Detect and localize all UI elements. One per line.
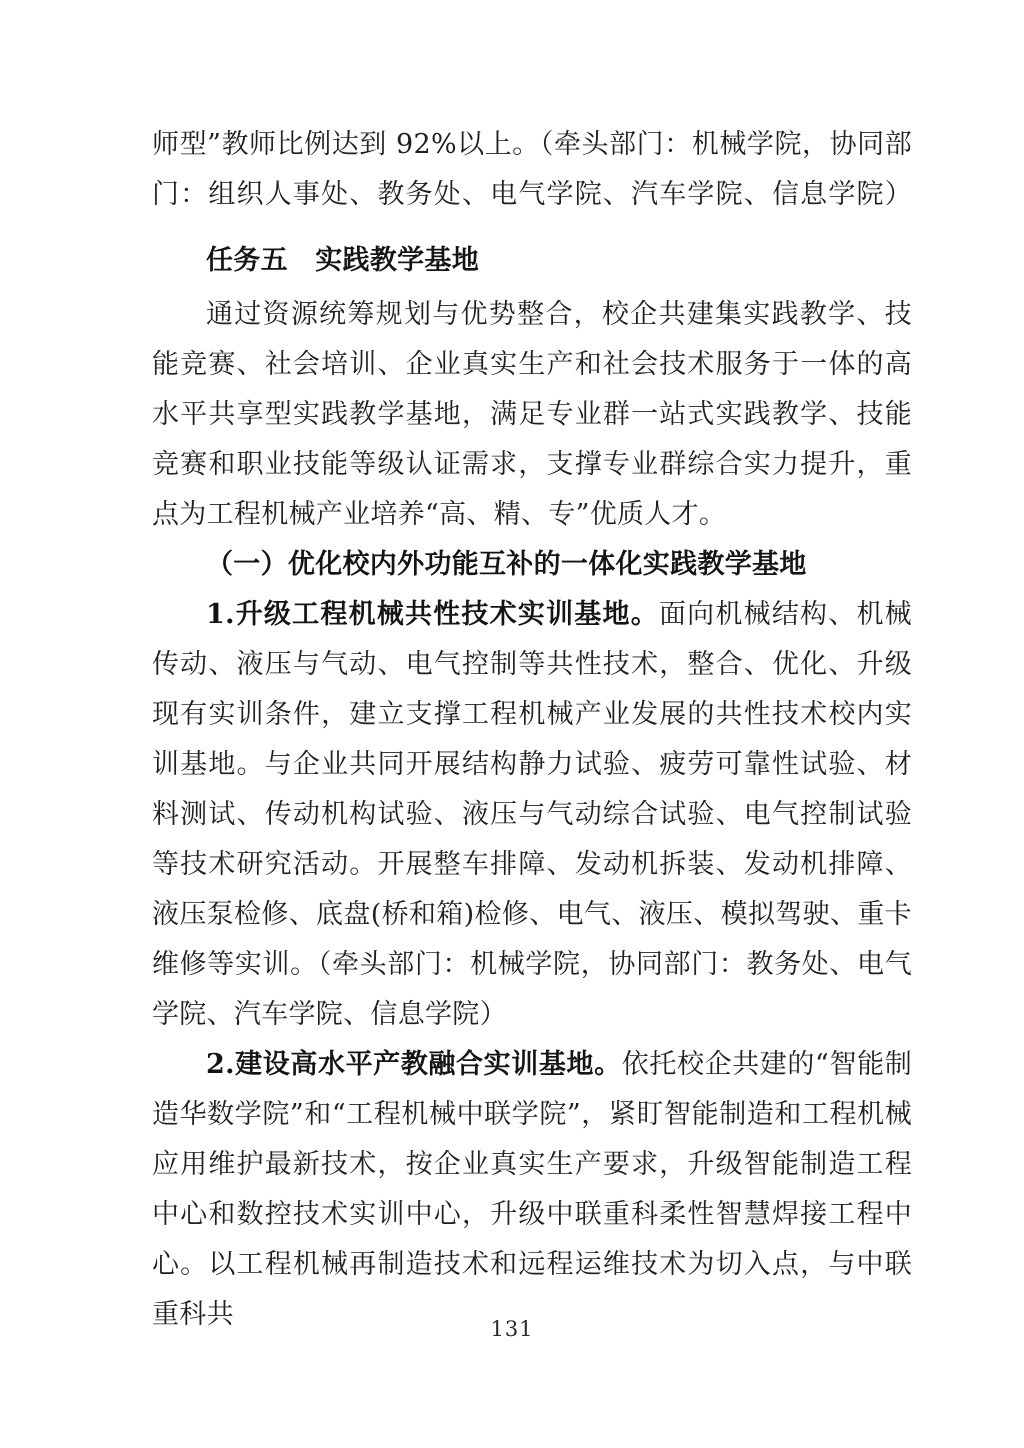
text-run: 通过资源统筹规划与优势整合，校企共建集实践教学、技能竞赛、社会培训、企业真实生产和社会技术服务于一体的高水平共享型实践教学基地，满足专业群一站式实践教学、技能竞赛和职业技能等级认证需求，支撑专业群综合实力提升，重点为工程机械产业培养“高、精、专”优质人才。 (152, 299, 912, 530)
heading-sub1: （一）优化校内外功能互补的一体化实践教学基地 (206, 549, 807, 580)
para-item1 (152, 590, 912, 1040)
para-intro (152, 290, 912, 540)
text-run: 依托校企共建的“智能制造华数学院”和“工程机械中联学院”，紧盯智能制造和工程机械应用维护最新技术，按企业真实生产要求，升级智能制造工程中心和数控技术实训中心，升级中联重科柔性智慧焊接工程中心。以工程机械再制造技术和远程运维技术为切入点，与中联重科共 (152, 1049, 912, 1330)
para-item2 (152, 1040, 912, 1340)
text-run-bold: 1.升级工程机械共性技术实训基地。 (206, 599, 659, 630)
text-run: 面向机械结构、机械传动、液压与气动、电气控制等共性技术，整合、优化、升级现有实训条件，建立支撑工程机械产业发展的共性技术校内实训基地。与企业共同开展结构静力试验、疲劳可靠性试验、材料测试、传动机构试验、液压与气动综合试验、电气控制试验等技术研究活动。开展整车排障、发动机拆装、发动机排障、液压泵检修、底盘(桥和箱)检修、电气、液压、模拟驾驶、重卡维修等实训。（牵头部门：机械学院，协同部门：教务处、电气学院、汽车学院、信息学院） (152, 599, 912, 1030)
para-continuation (152, 120, 912, 220)
text-run: 师型”教师比例达到 92%以上。（牵头部门：机械学院，协同部门：组织人事处、教务处、电气学院、汽车学院、信息学院） (152, 129, 912, 210)
heading-task5: 任务五 实践教学基地 (206, 245, 479, 276)
page-number: 131 (490, 1317, 534, 1341)
document-body (152, 120, 912, 1340)
page-footer (0, 1314, 1024, 1344)
text-run-bold: 2.建设高水平产教融合实训基地。 (206, 1049, 622, 1080)
